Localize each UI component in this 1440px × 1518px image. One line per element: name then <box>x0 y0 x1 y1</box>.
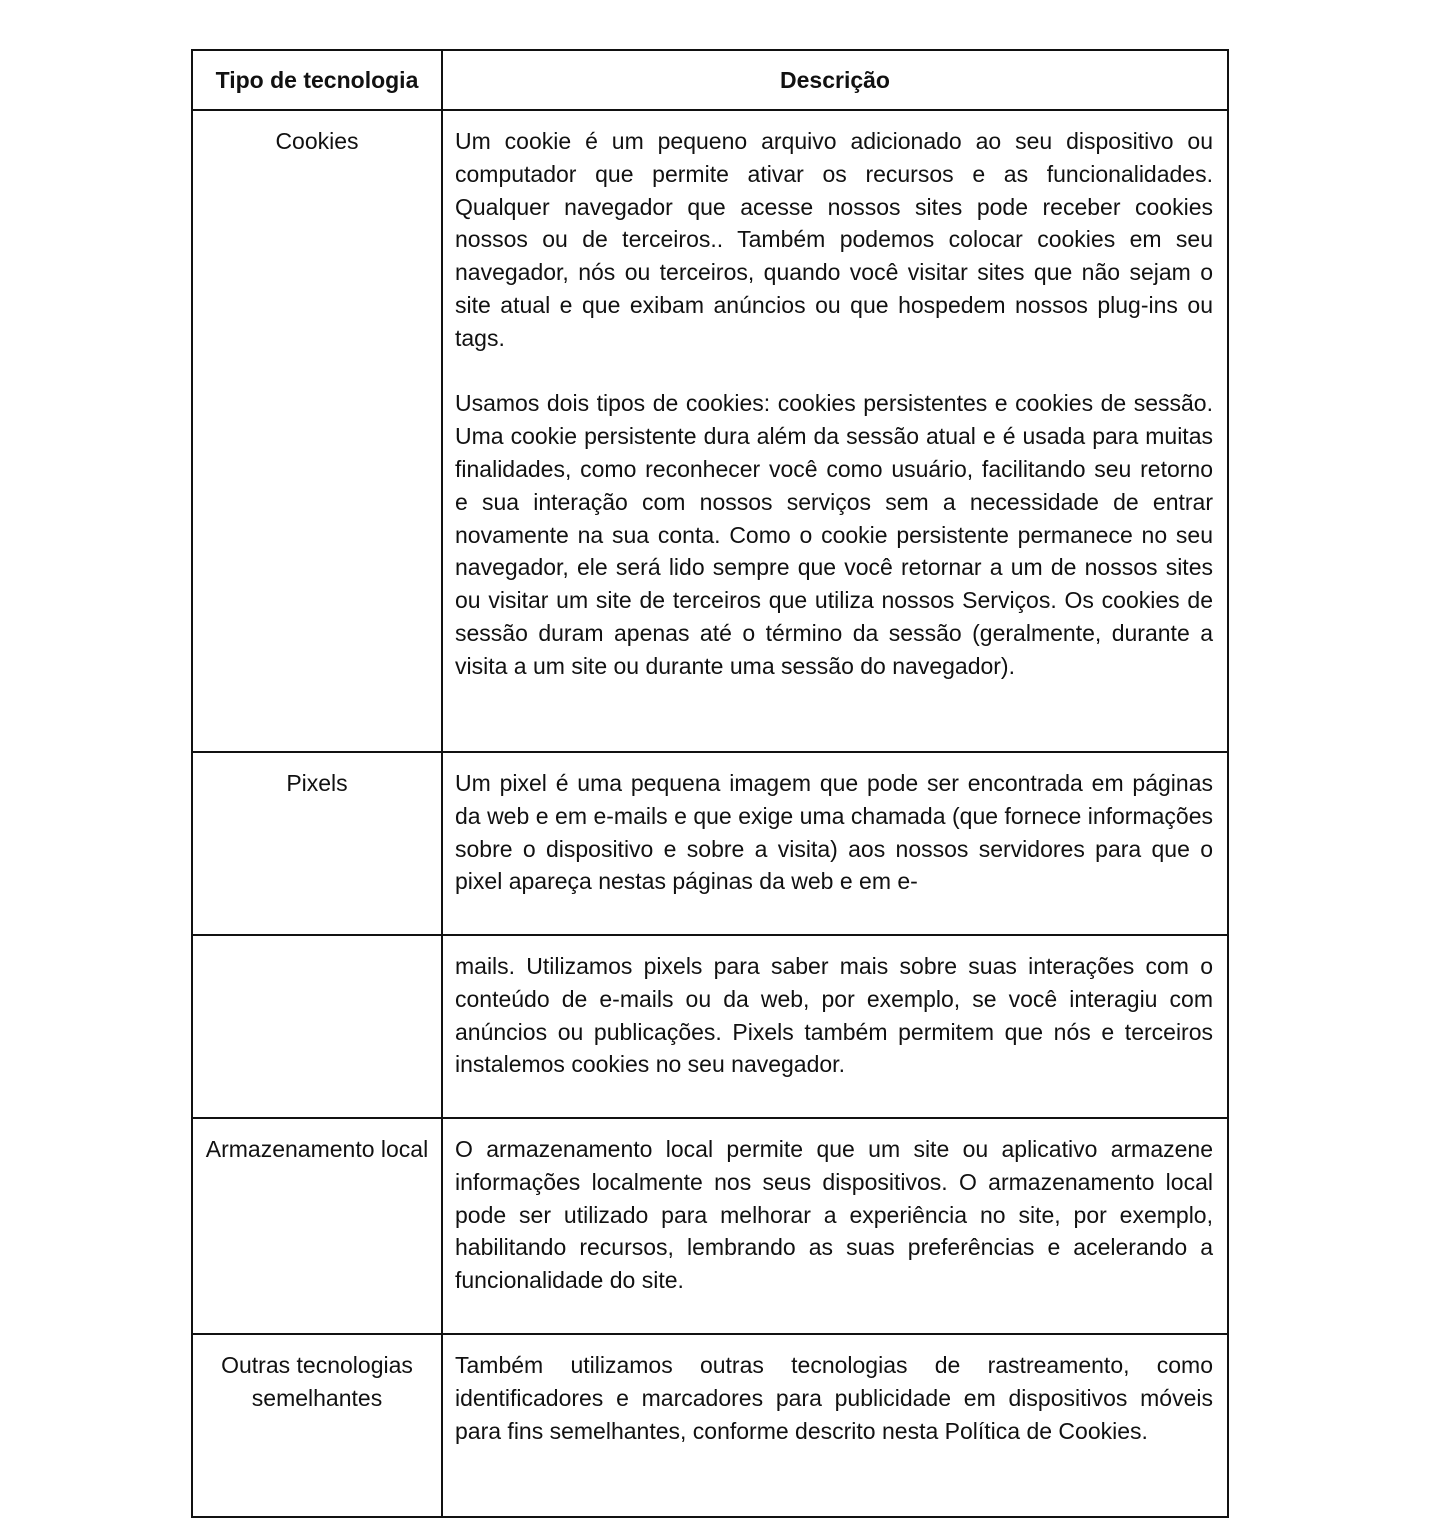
table-row-pixels-continued <box>192 935 1228 1118</box>
table-row-pixels <box>192 752 1228 935</box>
description-cell <box>442 110 1228 752</box>
description-cell <box>442 1118 1228 1334</box>
table-header-row <box>192 50 1228 110</box>
description-cell <box>442 935 1228 1118</box>
description-paragraph: mails. Utilizamos pixels para saber mais sobre suas interações com o conteúdo de e-mails ou da web, por exemplo, se você interagiu com anúncios ou publicações. Pixels também permitem que nós e terceiros instalemos cookies no seu navegador. <box>455 953 1213 1078</box>
description-paragraph: Um pixel é uma pequena imagem que pode ser encontrada em páginas da web e em e-mails e que exige uma chamada (que fornece informações sobre o dispositivo e sobre a visita) aos nossos servidores para que o pixel apareça nestas páginas da web e em e- <box>455 770 1213 895</box>
header-description: Descrição <box>442 50 1228 110</box>
description-cell <box>442 1334 1228 1517</box>
technology-type-cell: Cookies <box>192 110 442 752</box>
technology-type-cell: Armazenamento local <box>192 1118 442 1334</box>
technology-type-cell: Pixels <box>192 752 442 935</box>
table-row-local-storage <box>192 1118 1228 1334</box>
table-row-cookies <box>192 110 1228 752</box>
technology-type-cell: Outras tecnologias semelhantes <box>192 1334 442 1517</box>
table-row-other-technologies <box>192 1334 1228 1517</box>
description-paragraph: Também utilizamos outras tecnologias de rastreamento, como identificadores e marcadores para publicidade em dispositivos móveis para fins semelhantes, conforme descrito nesta Política de Cookies. <box>455 1352 1213 1444</box>
description-paragraph: Um cookie é um pequeno arquivo adicionado ao seu dispositivo ou computador que permite ativar os recursos e as funcionalidades. Qualquer navegador que acesse nossos sites pode receber cookies nossos ou de terceiros.. Também podemos colocar cookies em seu navegador, nós ou terceiros, quando você visitar sites que não sejam o site atual e que exibam anúncios ou que hospedem nossos plug-ins ou tags. <box>455 128 1213 351</box>
description-cell <box>442 752 1228 935</box>
header-technology-type: Tipo de tecnologia <box>192 50 442 110</box>
technology-type-cell <box>192 935 442 1118</box>
technology-table <box>191 49 1229 1518</box>
description-paragraph: O armazenamento local permite que um site ou aplicativo armazene informações localmente nos seus dispositivos. O armazenamento local pode ser utilizado para melhorar a experiência no site, por exemplo, habilitando recursos, lembrando as suas preferências e acelerando a funcionalidade do site. <box>455 1136 1213 1294</box>
description-paragraph: Usamos dois tipos de cookies: cookies persistentes e cookies de sessão. Uma cookie persistente dura além da sessão atual e é usada para muitas finalidades, como reconhecer você como usuário, facilitando seu retorno e sua interação com nossos serviços sem a necessidade de entrar novamente na sua conta. Como o cookie persistente permanece no seu navegador, ele será lido sempre que você retornar a um de nossos sites ou visitar um site de terceiros que utiliza nossos Serviços. Os cookies de sessão duram apenas até o término da sessão (geralmente, durante a visita a um site ou durante uma sessão do navegador). <box>455 390 1213 679</box>
